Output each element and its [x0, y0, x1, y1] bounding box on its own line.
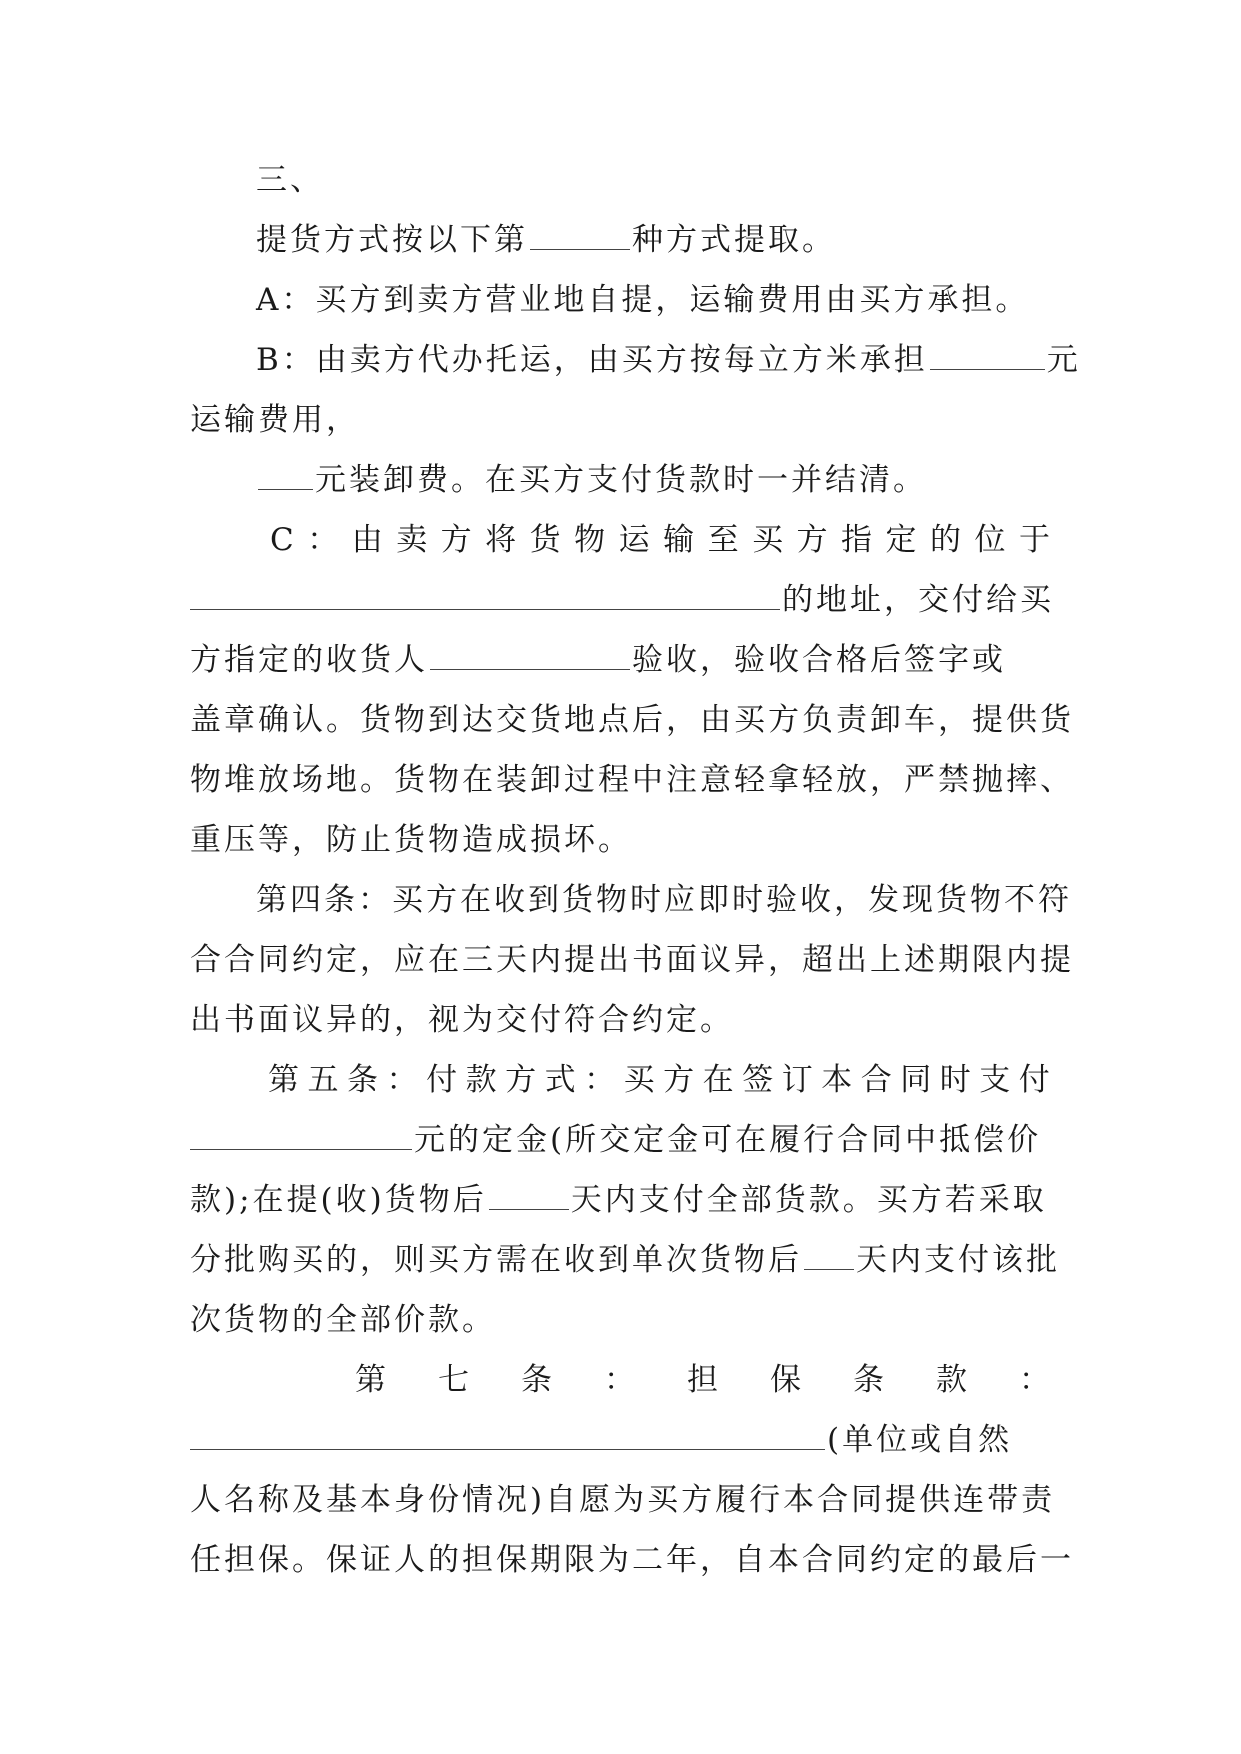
paragraph-line [190, 1290, 1050, 1350]
char: 时 [939, 1062, 971, 1098]
char: 至 [707, 522, 739, 558]
address-blank [190, 579, 780, 610]
text: 出书面议异的，视为交付符合约定。 [190, 1002, 734, 1038]
text: 人名称及基本身份情况)自愿为买方履行本合同提供连带责 [190, 1482, 1056, 1518]
paragraph-line [190, 990, 1050, 1050]
text: 三、 [256, 162, 324, 198]
text: 重压等，防止货物造成损坏。 [190, 822, 632, 858]
text: 的地址，交付给买 [782, 582, 1054, 618]
char: 货 [529, 522, 561, 558]
char: 款 [936, 1362, 967, 1398]
loading-fee-blank [258, 459, 313, 490]
option-b-line-cont [190, 390, 1050, 450]
char: 输 [663, 522, 695, 558]
text: 盖章确认。货物到达交货地点后，由买方负责卸车，提供货 [190, 702, 1074, 738]
text: 元装卸费。在买方支付货款时一并结清。 [315, 462, 927, 498]
char: 买 [623, 1062, 655, 1098]
batch-days-blank [804, 1239, 854, 1270]
option-b-line [256, 330, 1081, 390]
freight-rate-blank [930, 339, 1045, 370]
char: 第 [355, 1362, 386, 1398]
article-five-line [268, 1050, 1050, 1110]
paragraph-line [190, 810, 1050, 870]
char: 方 [663, 1062, 695, 1098]
char: ： [307, 522, 339, 558]
payment-days-blank [489, 1179, 569, 1210]
char: 七 [438, 1362, 469, 1398]
text: 天内支付该批 [856, 1242, 1060, 1278]
char: ： [604, 1362, 635, 1398]
char: 方 [796, 522, 828, 558]
char: 担 [687, 1362, 718, 1398]
paragraph-line [190, 750, 1074, 810]
paragraph-line [190, 1470, 1056, 1530]
char: 方 [440, 522, 472, 558]
method-number-blank [530, 219, 630, 250]
text: 方指定的收货人 [190, 642, 428, 678]
text: 款);在提(收)货物后 [190, 1182, 487, 1218]
text: 运输费用， [190, 402, 360, 438]
char: 运 [618, 522, 650, 558]
article-seven-line [355, 1350, 1050, 1410]
char: 式 [544, 1062, 576, 1098]
char: 保 [770, 1362, 801, 1398]
text: 分批购买的，则买方需在收到单次货物后 [190, 1242, 802, 1278]
text: 天内支付全部货款。买方若采取 [570, 1182, 1047, 1218]
char: 物 [574, 522, 606, 558]
char: 条 [521, 1362, 552, 1398]
paragraph-line [190, 930, 1074, 990]
option-c-line [270, 510, 1050, 570]
deposit-blank [190, 1119, 412, 1150]
char: 同 [900, 1062, 932, 1098]
char: 付 [426, 1062, 458, 1098]
text: (单位或自然 [827, 1422, 1013, 1458]
text: 任担保。保证人的担保期限为二年，自本合同约定的最后一 [190, 1542, 1074, 1578]
text: 第四条：买方在收到货物时应即时验收，发现货物不符 [256, 882, 1072, 918]
paragraph-line [190, 690, 1074, 750]
payment-days-line [190, 1170, 1050, 1230]
char: 条 [853, 1362, 884, 1398]
char: C [270, 522, 294, 558]
char: 于 [1018, 522, 1050, 558]
char: 签 [742, 1062, 774, 1098]
char: 方 [505, 1062, 537, 1098]
loading-fee-line [256, 450, 1050, 510]
text: A：买方到卖方营业地自提，运输费用由买方承担。 [256, 282, 1030, 318]
char: 支 [979, 1062, 1011, 1098]
char: 买 [752, 522, 784, 558]
char: 第 [268, 1062, 299, 1098]
char: 将 [485, 522, 517, 558]
char: 五 [307, 1062, 339, 1098]
address-line [190, 570, 1054, 630]
char: 本 [821, 1062, 853, 1098]
deposit-line [190, 1110, 1050, 1170]
text: 提货方式按以下第 [256, 222, 528, 258]
batch-payment-line [190, 1230, 1060, 1290]
char: 合 [860, 1062, 892, 1098]
text: 物堆放场地。货物在装卸过程中注意轻拿轻放，严禁抛摔、 [190, 762, 1074, 798]
char: 付 [1018, 1062, 1050, 1098]
char: ： [1019, 1362, 1050, 1398]
consignee-line [190, 630, 1050, 690]
guarantor-line [190, 1410, 1050, 1470]
section-heading [256, 150, 1050, 210]
delivery-method-line [256, 210, 1050, 270]
char: 卖 [396, 522, 428, 558]
text: 次货物的全部价款。 [190, 1302, 496, 1338]
char: 指 [841, 522, 873, 558]
char: 款 [465, 1062, 497, 1098]
text: B：由卖方代办托运，由买方按每立方米承担 [256, 342, 928, 378]
char: ： [584, 1062, 616, 1098]
text: 种方式提取。 [632, 222, 836, 258]
text: 元 [1046, 342, 1081, 378]
text: 元的定金(所交定金可在履行合同中抵偿价 [414, 1122, 1042, 1158]
char: 位 [974, 522, 1006, 558]
text: 验收，验收合格后签字或 [632, 642, 1006, 678]
text: 合合同约定，应在三天内提出书面议异，超出上述期限内提 [190, 942, 1074, 978]
char: 订 [781, 1062, 813, 1098]
paragraph-line [190, 1530, 1074, 1590]
char: 条 [347, 1062, 379, 1098]
char: ： [386, 1062, 418, 1098]
char: 在 [702, 1062, 734, 1098]
char: 定 [885, 522, 917, 558]
char: 由 [351, 522, 383, 558]
option-a-line [256, 270, 1050, 330]
guarantor-blank [190, 1419, 825, 1450]
char: 的 [930, 522, 961, 558]
consignee-blank [430, 639, 630, 670]
article-four-line [256, 870, 1072, 930]
